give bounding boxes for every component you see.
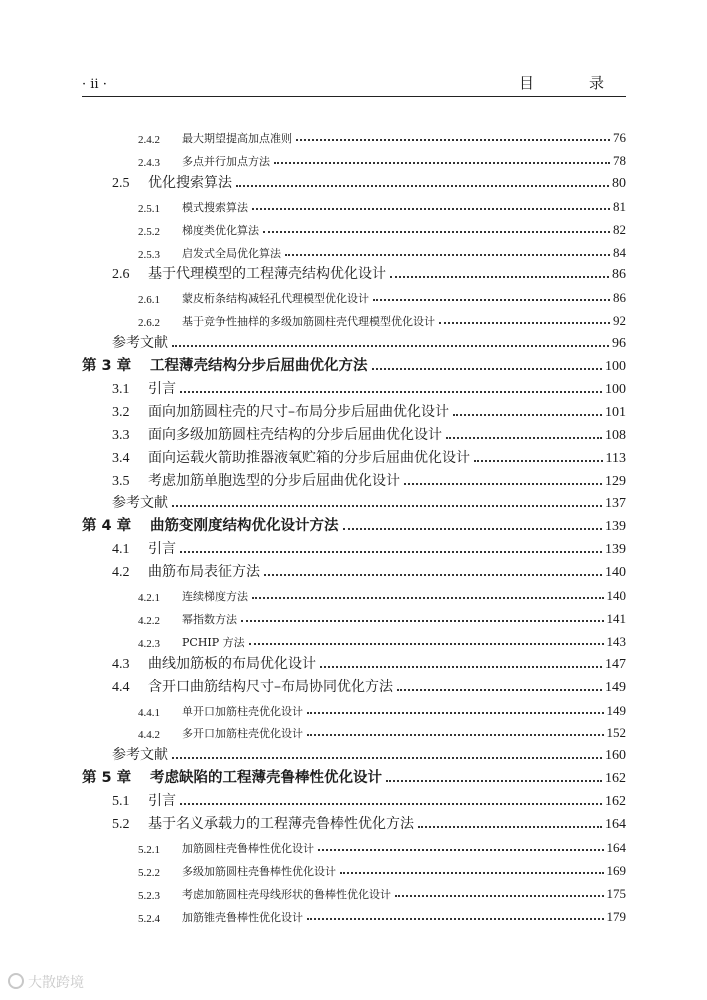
toc-entry-number: 3.3 <box>112 427 130 443</box>
toc-entry[interactable] <box>112 376 626 398</box>
toc-entry[interactable] <box>138 628 626 650</box>
toc-entry-page: 149 <box>606 702 626 718</box>
toc-entry-title: 考虑加筋圆柱壳母线形状的鲁棒性优化设计 <box>182 887 391 901</box>
toc-entry[interactable] <box>112 330 626 352</box>
toc-entry-title: 曲筋变刚度结构优化设计方法 <box>150 518 339 535</box>
dot-leader <box>263 231 610 233</box>
toc-entry-page: 108 <box>605 427 626 443</box>
dot-leader <box>372 368 603 370</box>
dot-leader <box>264 574 602 576</box>
toc-entry-page: 149 <box>605 679 626 695</box>
toc-entry-page: 113 <box>605 450 626 466</box>
dot-leader <box>343 528 603 530</box>
toc-entry-number: 4.1 <box>112 542 130 558</box>
toc-entry-page: 129 <box>605 473 626 489</box>
toc-entry-number: 5.2.1 <box>138 843 160 856</box>
toc-entry-title: 幂指数方法 <box>182 612 237 626</box>
dot-leader <box>249 643 604 645</box>
dot-leader <box>236 185 609 187</box>
toc-entry-number: 3.5 <box>112 473 130 489</box>
toc-entry-number: 3.1 <box>112 381 130 397</box>
toc-entry-title: 引言 <box>148 793 176 810</box>
toc-entry[interactable] <box>138 124 626 146</box>
toc-entry-title: 考虑缺陷的工程薄壳鲁棒性优化设计 <box>150 770 382 787</box>
toc-entry-page: 175 <box>606 885 626 901</box>
toc-entry-page: 140 <box>606 588 626 603</box>
toc-entry-page: 162 <box>605 794 626 810</box>
toc-entry[interactable] <box>82 765 626 787</box>
toc-entry[interactable] <box>112 811 626 833</box>
toc-entry[interactable] <box>112 445 626 467</box>
watermark <box>8 972 84 992</box>
toc-entry-title: 模式搜索算法 <box>182 200 248 214</box>
toc-entry-title: 单开口加筋柱壳优化设计 <box>182 704 303 718</box>
toc-entry-title: 优化搜索算法 <box>148 174 232 191</box>
toc-entry-title: 梯度类优化算法 <box>182 223 259 237</box>
toc-entry-page: 152 <box>606 725 626 741</box>
toc-entry-title: 引言 <box>148 380 176 397</box>
toc-entry-title: 参考文献 <box>112 495 168 512</box>
toc-entry-title: 连续梯度方法 <box>182 590 248 603</box>
dot-leader <box>318 849 604 851</box>
dot-leader <box>180 551 602 553</box>
toc-entry[interactable] <box>112 399 626 421</box>
toc-entry-page: 100 <box>605 359 626 374</box>
toc-entry-number: 2.6.2 <box>138 317 160 330</box>
dot-leader <box>404 483 602 485</box>
toc-entry-number: 4.3 <box>112 656 130 672</box>
dot-leader <box>373 299 610 301</box>
toc-entry-page: 164 <box>606 839 626 855</box>
toc-entry-title: 参考文献 <box>112 747 168 764</box>
toc-entry-title: 基于竞争性抽样的多级加筋圆柱壳代理模型优化设计 <box>182 315 435 329</box>
toc-entry-page: 139 <box>605 542 626 558</box>
toc-entry[interactable] <box>112 536 626 558</box>
dot-leader <box>172 757 602 759</box>
dot-leader <box>453 414 602 416</box>
toc-entry-page: 143 <box>606 633 626 649</box>
dot-leader <box>252 208 610 210</box>
toc-entry-title: 面向加筋圆柱壳的尺寸–布局分步后屈曲优化设计 <box>148 403 449 420</box>
dot-leader <box>320 666 602 668</box>
toc-entry-page: 84 <box>613 244 626 260</box>
toc-entry-number: 4.4.2 <box>138 729 160 742</box>
toc-entry-page: 76 <box>613 130 626 145</box>
dot-leader <box>180 391 602 393</box>
toc-entry[interactable] <box>138 834 626 856</box>
page-number: · ii · <box>82 77 107 92</box>
dot-leader <box>296 139 610 141</box>
toc-entry-title: 最大期望提高加点准则 <box>182 132 292 145</box>
toc-entry-page: 96 <box>612 336 626 352</box>
toc-entry[interactable] <box>112 788 626 810</box>
toc-entry-title: 加筋圆柱壳鲁棒性优化设计 <box>182 841 314 855</box>
toc-entry-title: 曲筋布局表征方法 <box>148 564 260 581</box>
dot-leader <box>474 460 603 462</box>
toc-entry[interactable] <box>138 193 626 215</box>
toc-entry[interactable] <box>82 353 626 375</box>
header-title: 目 录 <box>518 74 624 92</box>
toc-entry-page: 101 <box>605 404 626 420</box>
toc-entry[interactable] <box>138 697 626 719</box>
toc-entry-number: 5.1 <box>112 794 130 810</box>
toc-entry[interactable] <box>82 513 626 535</box>
toc-entry[interactable] <box>112 170 626 192</box>
toc-entry-page: 179 <box>606 908 626 924</box>
dot-leader <box>439 322 610 324</box>
dot-leader <box>252 597 604 599</box>
toc-entry[interactable] <box>112 742 626 764</box>
dot-leader <box>340 872 604 874</box>
toc-entry-number: 第 5 章 <box>82 770 132 787</box>
dot-leader <box>180 803 602 805</box>
dot-leader <box>395 895 604 897</box>
toc-entry[interactable] <box>138 903 626 925</box>
toc-entry-page: 141 <box>606 610 626 626</box>
toc-entry-title: 多点并行加点方法 <box>182 154 270 168</box>
toc-entry-page: 80 <box>612 175 626 191</box>
toc-entry-number: 4.2.2 <box>138 614 160 627</box>
toc-entry[interactable] <box>112 468 626 490</box>
dot-leader <box>418 826 602 828</box>
toc-entry-title: 加筋锥壳鲁棒性优化设计 <box>182 910 303 924</box>
toc-entry-number: 4.4.1 <box>138 706 160 719</box>
toc-entry-page: 169 <box>606 862 626 878</box>
toc-entry-page: 162 <box>605 771 626 787</box>
dot-leader <box>307 918 604 920</box>
toc-entry-number: 2.6 <box>112 267 130 283</box>
toc-entry-number: 4.4 <box>112 679 130 695</box>
toc-entry-number: 2.5.3 <box>138 248 160 261</box>
toc-entry-page: 147 <box>605 656 626 672</box>
toc-entry[interactable] <box>138 216 626 238</box>
toc-entry-number: 2.6.1 <box>138 294 160 307</box>
watermark-logo-icon <box>8 973 24 989</box>
toc-entry-page: 81 <box>613 198 626 214</box>
toc-entry[interactable] <box>138 582 626 604</box>
dot-leader <box>446 437 602 439</box>
dot-leader <box>386 780 602 782</box>
toc-entry-page: 78 <box>613 152 626 168</box>
dot-leader <box>274 162 610 164</box>
toc-entry[interactable] <box>138 857 626 879</box>
dot-leader <box>307 712 604 714</box>
toc-entry[interactable] <box>112 559 626 581</box>
dot-leader <box>172 345 609 347</box>
toc-entry-page: 82 <box>613 221 626 237</box>
toc-entry[interactable] <box>112 674 626 696</box>
toc-entry-page: 140 <box>605 565 626 581</box>
toc-entry-title: 多开口加筋柱壳优化设计 <box>182 727 303 741</box>
toc-entry-title: 面向多级加筋圆柱壳结构的分步后屈曲优化设计 <box>148 426 442 443</box>
toc-entry-title: 引言 <box>148 541 176 558</box>
toc-entry-title: 参考文献 <box>112 335 168 352</box>
toc-entry-number: 3.4 <box>112 450 130 466</box>
toc-entry-number: 2.4.2 <box>138 134 160 146</box>
toc-entry-title: 基于代理模型的工程薄壳结构优化设计 <box>148 266 386 283</box>
toc-entry[interactable] <box>112 422 626 444</box>
toc-entry-page: 92 <box>613 313 626 329</box>
toc-entry-title: 含开口曲筋结构尺寸–布局协同优化方法 <box>148 678 393 695</box>
toc-entry[interactable] <box>138 307 626 329</box>
toc-entry-title: 启发式全局优化算法 <box>182 246 281 260</box>
toc-entry[interactable] <box>138 719 626 741</box>
toc-entry-page: 100 <box>605 381 626 397</box>
toc-entry-page: 86 <box>613 290 626 306</box>
toc-entry-number: 2.5.2 <box>138 225 160 238</box>
toc-entry-title: 基于名义承载力的工程薄壳鲁棒性优化方法 <box>148 816 414 832</box>
toc-entry[interactable] <box>138 880 626 902</box>
toc-entry[interactable] <box>138 147 626 169</box>
toc-entry-title: 多级加筋圆柱壳鲁棒性优化设计 <box>182 864 336 878</box>
toc-entry[interactable] <box>112 261 626 283</box>
toc-entry-number: 2.4.3 <box>138 156 160 169</box>
toc-entry-number: 5.2.4 <box>138 912 160 925</box>
toc-entry-title: 考虑加筋单胞选型的分步后屈曲优化设计 <box>148 472 400 489</box>
toc-entry-number: 3.2 <box>112 404 130 420</box>
toc-entry[interactable] <box>138 239 626 261</box>
toc-entry-page: 160 <box>605 748 626 764</box>
toc-entry-number: 5.2 <box>112 817 130 832</box>
toc-entry-title: 蒙皮桁条结构减轻孔代理模型优化设计 <box>182 292 369 306</box>
toc-entry-number: 4.2 <box>112 565 130 581</box>
toc-entry-title: PCHIP 方法 <box>182 635 245 649</box>
toc-entry-title: 工程薄壳结构分步后屈曲优化方法 <box>150 358 368 374</box>
toc-entry-title: 面向运载火箭助推器液氧贮箱的分步后屈曲优化设计 <box>148 449 470 466</box>
dot-leader <box>241 620 604 622</box>
toc-entry-page: 139 <box>605 519 626 535</box>
toc-entry-page: 137 <box>605 496 626 512</box>
toc-entry[interactable] <box>138 605 626 627</box>
dot-leader <box>307 734 604 736</box>
toc-entry-number: 5.2.3 <box>138 889 160 902</box>
toc-entry[interactable] <box>138 284 626 306</box>
dot-leader <box>285 254 610 256</box>
toc-entry-number: 4.2.1 <box>138 592 160 604</box>
toc-entry-number: 4.2.3 <box>138 637 160 650</box>
dot-leader <box>397 689 602 691</box>
toc-entry-page: 86 <box>612 267 626 283</box>
toc-entry-number: 第 3 章 <box>82 358 132 374</box>
dot-leader <box>390 276 609 278</box>
toc-entry-number: 第 4 章 <box>82 518 132 535</box>
toc-entry[interactable] <box>112 651 626 673</box>
toc-entry-number: 2.5 <box>112 175 130 191</box>
toc-entry-number: 5.2.2 <box>138 866 160 879</box>
watermark-text: 大散跨境 <box>28 975 84 991</box>
toc-entry-page: 164 <box>605 817 626 832</box>
dot-leader <box>172 505 602 507</box>
toc-entry-title: 曲线加筋板的布局优化设计 <box>148 655 316 672</box>
toc-entry[interactable] <box>112 490 626 512</box>
toc-entry-number: 2.5.1 <box>138 202 160 215</box>
